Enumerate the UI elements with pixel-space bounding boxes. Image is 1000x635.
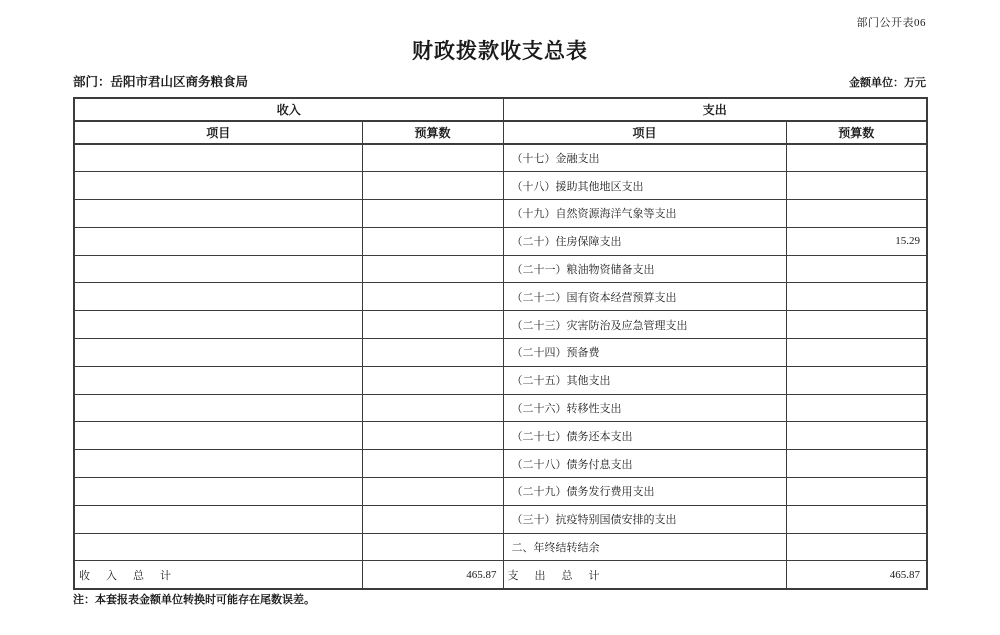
income-value-cell bbox=[362, 200, 503, 228]
expense-item-cell: （十九）自然资源海洋气象等支出 bbox=[503, 200, 786, 228]
expense-value-cell bbox=[786, 366, 927, 394]
income-item-cell bbox=[74, 422, 362, 450]
expense-value-cell bbox=[786, 505, 927, 533]
column-header-row bbox=[74, 121, 927, 144]
expense-value-cell bbox=[786, 311, 927, 339]
income-value-cell bbox=[362, 144, 503, 172]
table-row bbox=[74, 478, 927, 506]
expense-value-cell bbox=[786, 533, 927, 561]
income-item-cell bbox=[74, 311, 362, 339]
income-item-cell bbox=[74, 339, 362, 367]
table-row bbox=[74, 505, 927, 533]
expense-value-cell bbox=[786, 339, 927, 367]
income-item-cell bbox=[74, 172, 362, 200]
income-value-cell bbox=[362, 172, 503, 200]
expense-item-column-header: 项目 bbox=[503, 121, 786, 144]
table-row bbox=[74, 339, 927, 367]
table-row bbox=[74, 283, 927, 311]
expense-value-cell bbox=[786, 172, 927, 200]
meta-row bbox=[73, 72, 926, 90]
income-item-cell bbox=[74, 255, 362, 283]
expense-total-label: 支 出 总 计 bbox=[503, 561, 786, 589]
expense-item-cell: （二十五）其他支出 bbox=[503, 366, 786, 394]
expense-value-cell bbox=[786, 283, 927, 311]
table-row bbox=[74, 311, 927, 339]
table-row bbox=[74, 172, 927, 200]
expense-section-header: 支出 bbox=[503, 98, 927, 121]
section-header-row bbox=[74, 98, 927, 121]
unit-label: 金额单位：万元 bbox=[849, 77, 926, 89]
expense-value-cell bbox=[786, 255, 927, 283]
table-row bbox=[74, 422, 927, 450]
income-value-cell bbox=[362, 422, 503, 450]
income-value-cell bbox=[362, 533, 503, 561]
total-row bbox=[74, 561, 927, 589]
table-row bbox=[74, 450, 927, 478]
income-item-cell bbox=[74, 505, 362, 533]
income-item-cell bbox=[74, 200, 362, 228]
department-label: 部门：岳阳市君山区商务粮食局 bbox=[73, 75, 249, 89]
table-row bbox=[74, 533, 927, 561]
footnote: 注：本套报表金额单位转换时可能存在尾数误差。 bbox=[73, 594, 315, 606]
income-item-cell bbox=[74, 366, 362, 394]
income-budget-column-header: 预算数 bbox=[362, 121, 503, 144]
fiscal-table bbox=[73, 97, 928, 590]
income-value-cell bbox=[362, 311, 503, 339]
income-total-label: 收 入 总 计 bbox=[74, 561, 362, 589]
expense-item-cell: （二十七）债务还本支出 bbox=[503, 422, 786, 450]
income-item-cell bbox=[74, 227, 362, 255]
income-value-cell bbox=[362, 255, 503, 283]
expense-value-cell: 15.29 bbox=[786, 227, 927, 255]
income-value-cell bbox=[362, 478, 503, 506]
income-value-cell bbox=[362, 366, 503, 394]
expense-item-cell: （二十六）转移性支出 bbox=[503, 394, 786, 422]
expense-item-cell: （二十一）粮油物资储备支出 bbox=[503, 255, 786, 283]
income-item-cell bbox=[74, 283, 362, 311]
income-value-cell bbox=[362, 283, 503, 311]
income-value-cell bbox=[362, 505, 503, 533]
expense-item-cell: （二十二）国有资本经营预算支出 bbox=[503, 283, 786, 311]
expense-budget-column-header: 预算数 bbox=[786, 121, 927, 144]
expense-item-cell: （二十八）债务付息支出 bbox=[503, 450, 786, 478]
table-row bbox=[74, 200, 927, 228]
page-title: 财政拨款收支总表 bbox=[412, 39, 588, 63]
table-row bbox=[74, 366, 927, 394]
expense-value-cell bbox=[786, 394, 927, 422]
income-item-cell bbox=[74, 144, 362, 172]
expense-item-cell: （二十）住房保障支出 bbox=[503, 227, 786, 255]
income-section-header: 收入 bbox=[74, 98, 503, 121]
expense-item-cell: （三十）抗疫特别国债安排的支出 bbox=[503, 505, 786, 533]
table-row bbox=[74, 144, 927, 172]
income-item-cell bbox=[74, 450, 362, 478]
income-value-cell bbox=[362, 394, 503, 422]
expense-value-cell bbox=[786, 478, 927, 506]
expense-value-cell bbox=[786, 422, 927, 450]
expense-value-cell bbox=[786, 144, 927, 172]
table-row bbox=[74, 394, 927, 422]
income-item-column-header: 项目 bbox=[74, 121, 362, 144]
income-value-cell bbox=[362, 227, 503, 255]
income-total-value: 465.87 bbox=[362, 561, 503, 589]
income-value-cell bbox=[362, 450, 503, 478]
expense-item-cell: （十八）援助其他地区支出 bbox=[503, 172, 786, 200]
expense-value-cell bbox=[786, 200, 927, 228]
income-item-cell bbox=[74, 478, 362, 506]
income-item-cell bbox=[74, 394, 362, 422]
expense-item-cell: （二十四）预备费 bbox=[503, 339, 786, 367]
expense-value-cell bbox=[786, 450, 927, 478]
income-item-cell bbox=[74, 533, 362, 561]
table-row bbox=[74, 227, 927, 255]
expense-total-value: 465.87 bbox=[786, 561, 927, 589]
table-row bbox=[74, 255, 927, 283]
table-body bbox=[74, 144, 927, 561]
income-value-cell bbox=[362, 339, 503, 367]
expense-item-cell: （二十三）灾害防治及应急管理支出 bbox=[503, 311, 786, 339]
expense-item-cell: （二十九）债务发行费用支出 bbox=[503, 478, 786, 506]
doc-code-label: 部门公开表06 bbox=[856, 17, 926, 29]
expense-item-cell: 二、年终结转结余 bbox=[503, 533, 786, 561]
expense-item-cell: （十七）金融支出 bbox=[503, 144, 786, 172]
